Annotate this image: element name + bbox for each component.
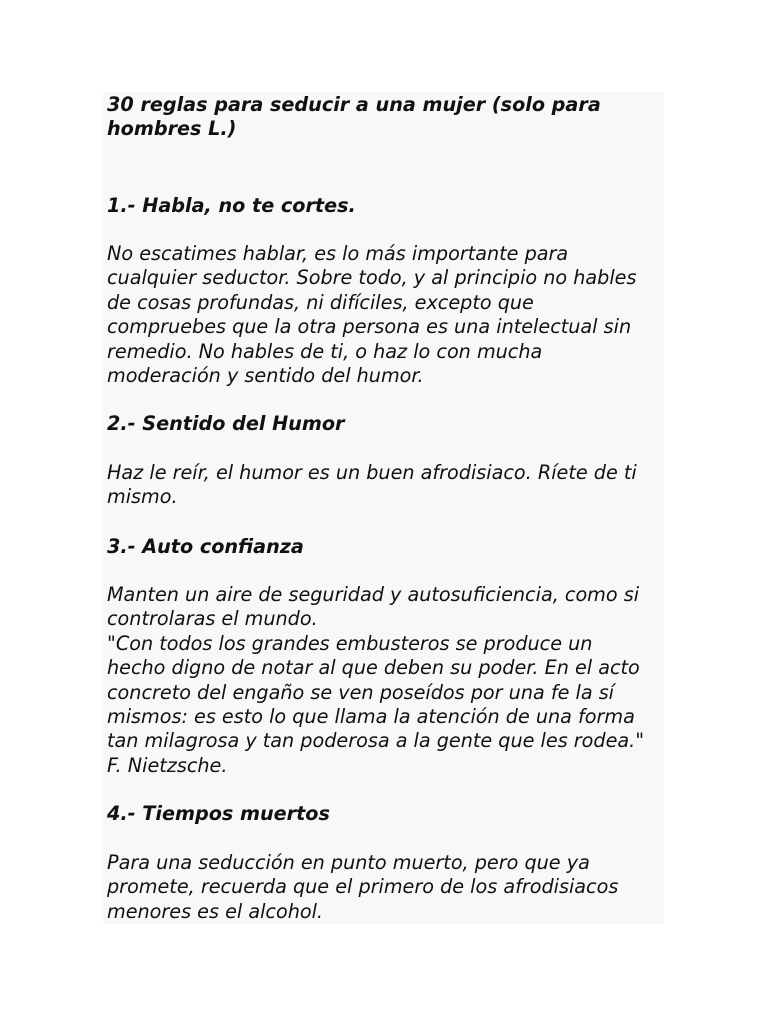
- section-body-2: [107, 461, 663, 510]
- quote-line: concreto del engaño se ven poseídos por una fe la sí: [107, 680, 615, 704]
- body-line: remedio. No hables de ti, o haz lo con mucha: [107, 339, 543, 363]
- section-heading-2: 2.- Sentido del Humor: [107, 412, 345, 435]
- body-line: promete, recuerda que el primero de los afrodisiacos: [107, 875, 619, 899]
- document-page: [103, 92, 664, 924]
- body-line: compruebes que la otra persona es una intelectual sin: [107, 315, 632, 339]
- body-line: Haz le reír, el humor es un buen afrodisiaco. Ríete de ti: [107, 461, 637, 484]
- title-line: hombres L.): [107, 117, 237, 141]
- quote-line: "Con todos los grandes embusteros se produce un: [107, 631, 593, 655]
- body-line: moderación y sentido del humor.: [107, 364, 424, 388]
- section-heading-4: 4.- Tiempos muertos: [107, 802, 330, 825]
- section-body-1: [107, 242, 663, 388]
- body-line: Para una seducción en punto muerto, pero que ya: [107, 851, 590, 874]
- quote-attribution: F. Nietzsche.: [107, 753, 228, 777]
- section-body-4: [107, 851, 663, 924]
- title-line: 30 reglas para seducir a una mujer (solo para: [107, 93, 601, 116]
- section-heading-3: 3.- Auto confianza: [107, 535, 304, 558]
- quote-line: mismos: es esto lo que llama la atención de una forma: [107, 705, 635, 729]
- body-line: No escatimes hablar, es lo más importante para: [107, 242, 569, 265]
- body-line: controlaras el mundo.: [107, 607, 318, 631]
- body-line: mismo.: [107, 485, 178, 509]
- section-body-3: [107, 583, 663, 778]
- document-title: [107, 93, 647, 142]
- quote-line: hecho digno de notar al que deben su poder. En el acto: [107, 656, 640, 680]
- section-heading-1: 1.- Habla, no te cortes.: [107, 194, 356, 217]
- body-line: cualquier seductor. Sobre todo, y al principio no hables: [107, 266, 637, 290]
- body-line: Manten un aire de seguridad y autosuficiencia, como si: [107, 583, 640, 606]
- body-line: menores es el alcohol.: [107, 899, 324, 923]
- body-line: de cosas profundas, ni difíciles, excepto que: [107, 290, 534, 314]
- quote-line: tan milagrosa y tan poderosa a la gente que les rodea.": [107, 729, 645, 753]
